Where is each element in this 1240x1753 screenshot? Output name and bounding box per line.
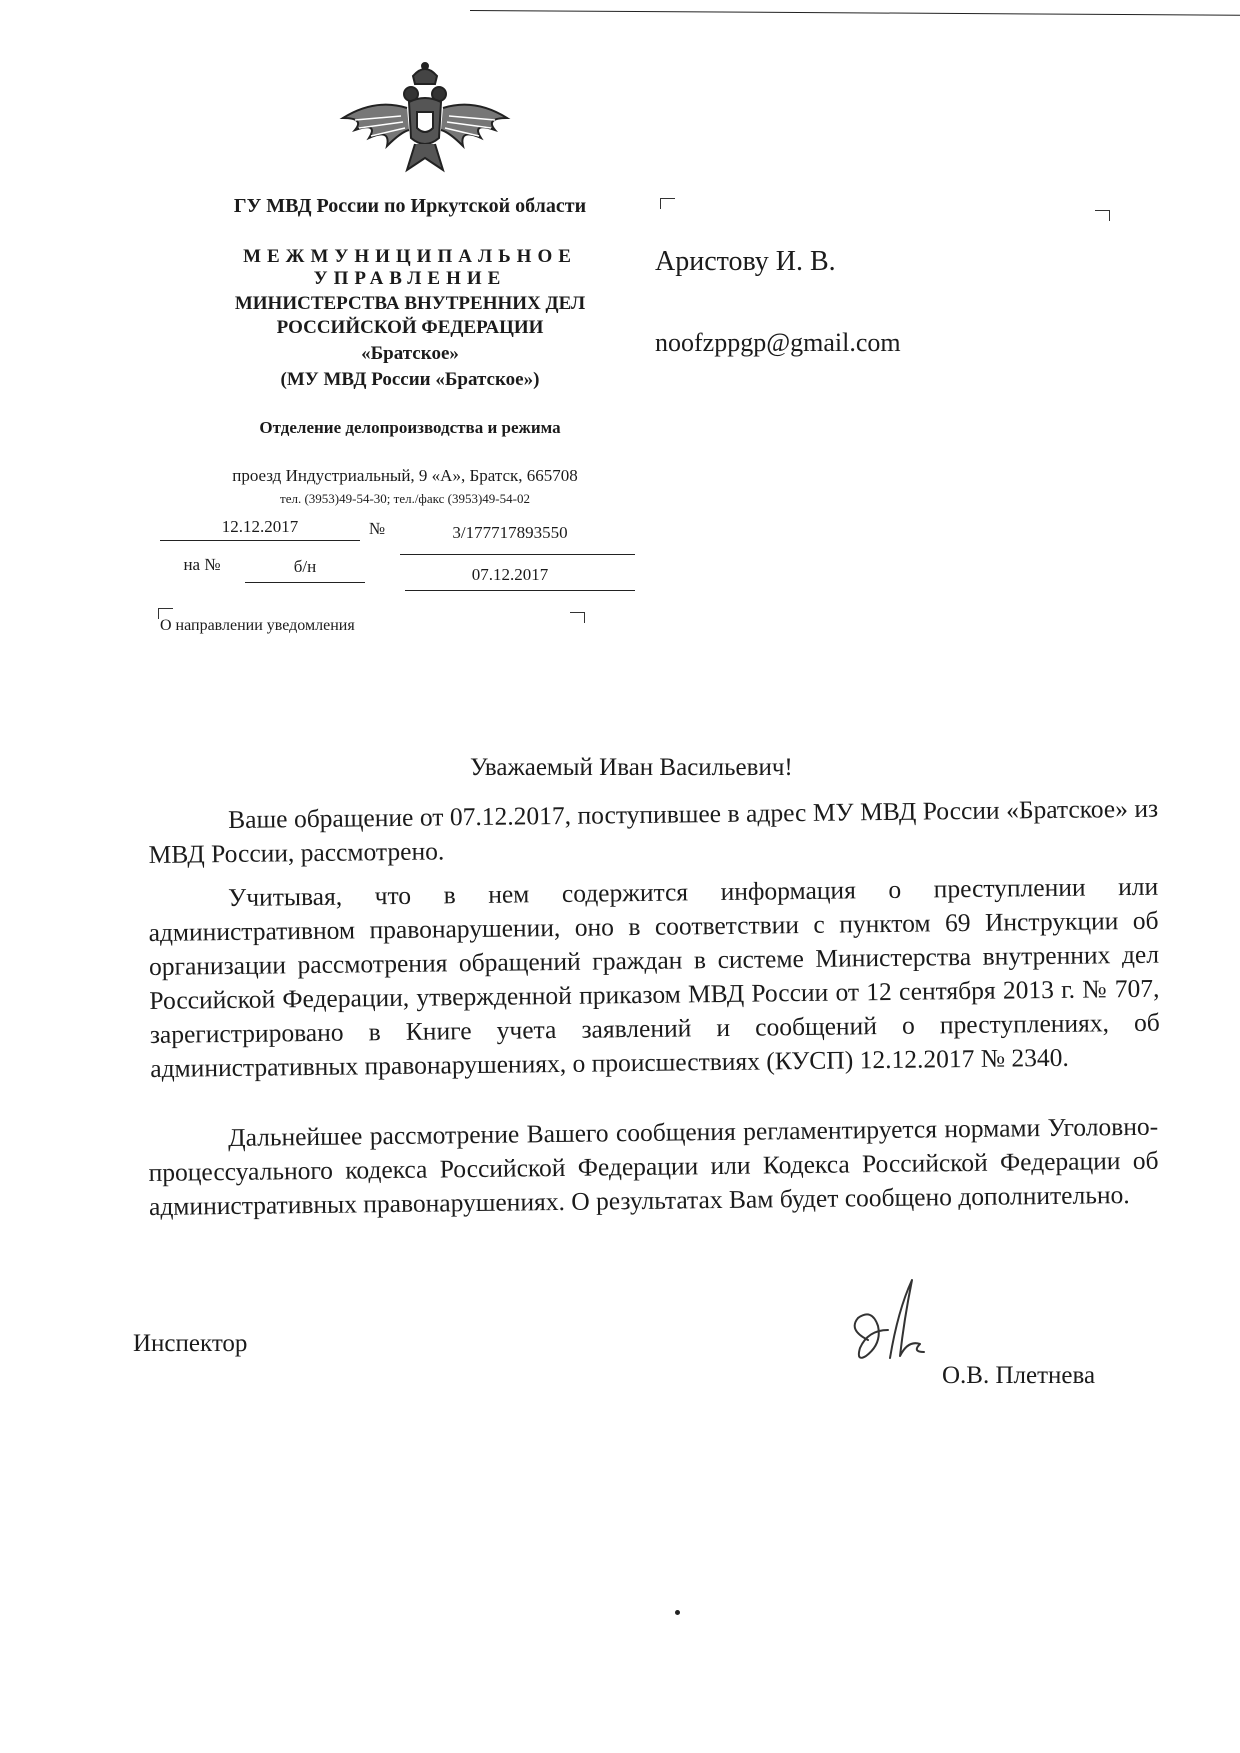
recipient-corner-left [660, 198, 675, 209]
org-phones: тел. (3953)49-54-30; тел./факс (3953)49-54-02 [280, 491, 530, 506]
in-reply-number: б/н [293, 557, 317, 576]
greeting: Уважаемый Иван Васильевич! [470, 754, 793, 781]
org-name-line: УПРАВЛЕНИЕ [313, 268, 507, 289]
paragraph-text: Дальнейшее рассмотрение Вашего сообщения регламентируется нормами Уголовно-процессуального кодекса Российской Федерации или Кодекса Российской Федерации об административных правонарушениях. О результатах Вам будет сообщено дополнительно. [148, 1111, 1159, 1221]
in-reply-date: 07.12.2017 [471, 565, 549, 584]
org-name-line: «Братское» [361, 343, 459, 364]
scan-dot [675, 1610, 680, 1615]
org-name-line: РОССИЙСКОЙ ФЕДЕРАЦИИ [276, 317, 544, 338]
body-paragraph [148, 792, 1159, 872]
in-reply-label: на № [183, 555, 221, 574]
paragraph-text: Ваше обращение от 07.12.2017, поступившее в адрес МУ МВД России «Братское» из МВД России, рассмотрено. [148, 793, 1159, 869]
recipient-email: noofzppgp@gmail.com [655, 328, 901, 357]
department-name: Отделение делопроизводства и режима [259, 418, 561, 437]
body-paragraph [148, 870, 1160, 1086]
parent-org: ГУ МВД России по Иркутской области [233, 195, 587, 217]
in-reply-number-line [245, 582, 365, 583]
signer-name: О.В. Плетнева [942, 1362, 1096, 1389]
subject-corner-right [570, 612, 585, 623]
in-reply-date-line [405, 590, 635, 591]
org-short-name: (МУ МВД России «Братское») [280, 369, 540, 390]
signature-icon [838, 1270, 948, 1380]
registration-number-line [400, 554, 635, 555]
org-name-line: МЕЖМУНИЦИПАЛЬНОЕ [243, 246, 577, 267]
top-rule [470, 10, 1240, 16]
paragraph-text: Учитывая, что в нем содержится информация о преступлении или административном правонарушении, оно в соответствии с пунктом 69 Инструкции об организации рассмотрения обращений граждан в системе Министерства внутренних дел Российской Федерации, утвержденной приказом МВД России от 12 сентября 2013 г. № 707, зарегистрировано в Книге учета заявлений и сообщений о преступлениях, об административных правонарушениях, о происшествиях (КУСП) 12.12.2017 № 2340. [148, 871, 1160, 1083]
registration-number: 3/177717893550 [452, 523, 568, 542]
body-paragraph [148, 1110, 1159, 1224]
org-name-line: МИНИСТЕРСТВА ВНУТРЕННИХ ДЕЛ [234, 293, 586, 314]
subject-corner-left [158, 608, 173, 619]
letter-subject: О направлении уведомления [160, 617, 355, 634]
number-sign: № [368, 519, 386, 538]
registration-date-line [160, 540, 360, 541]
recipient-name: Аристову И. В. [655, 246, 836, 277]
org-address: проезд Индустриальный, 9 «А», Братск, 665708 [232, 466, 578, 485]
recipient-corner-right [1095, 210, 1110, 221]
double-headed-eagle-emblem-icon [335, 58, 515, 184]
registration-date: 12.12.2017 [221, 517, 299, 536]
signer-position: Инспектор [133, 1330, 248, 1357]
